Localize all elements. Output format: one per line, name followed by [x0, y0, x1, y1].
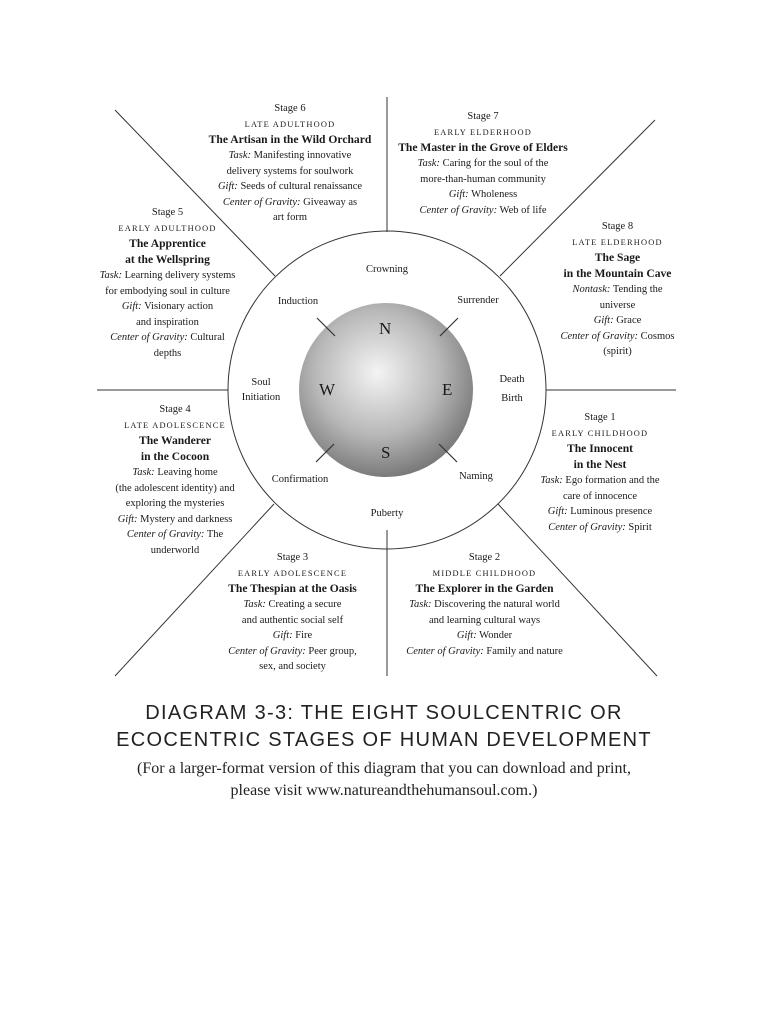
- stage-5-period: EARLY ADULTHOOD: [118, 223, 217, 233]
- stage-3-gift: Gift: Fire: [272, 630, 313, 641]
- stage-2-block: [392, 550, 577, 659]
- stage-6-period: LATE ADULTHOOD: [244, 119, 336, 129]
- stage-2-center-of-gravity: Center of Gravity: Family and nature: [406, 645, 563, 657]
- ring-label-death: Death: [499, 374, 525, 385]
- stage-5-center-of-gravity: Center of Gravity: Cultural depths: [110, 332, 225, 359]
- stage-8-title: The Sage in the Mountain Cave: [563, 251, 672, 280]
- compass-south-letter: S: [381, 443, 391, 462]
- stage-7-task: Task: Caring for the soul of the more-than-human community: [417, 158, 549, 185]
- stage-2-period: MIDDLE CHILDHOOD: [432, 568, 537, 578]
- stage-3-task: Task: Creating a secure and authentic social self: [241, 599, 344, 626]
- compass-west-letter: W: [319, 380, 336, 399]
- stage-1-period: EARLY CHILDHOOD: [551, 428, 649, 438]
- stage-1-gift: Gift: Luminous presence: [547, 506, 653, 517]
- ring-label-crowning: Crowning: [366, 264, 408, 275]
- stage-1-center-of-gravity: Center of Gravity: Spirit: [548, 521, 652, 533]
- compass-north-letter: N: [379, 319, 392, 338]
- stage-1-task: Task: Ego formation and the care of innocence: [540, 475, 660, 502]
- compass-east-letter: E: [442, 380, 453, 399]
- stage-8-block: [535, 219, 700, 360]
- stage-4-title: The Wanderer in the Cocoon: [138, 434, 212, 463]
- stage-4-center-of-gravity: Center of Gravity: The underworld: [126, 529, 224, 556]
- stage-7-title: The Master in the Grove of Elders: [398, 141, 568, 154]
- stage-5-title: The Apprentice at the Wellspring: [125, 237, 210, 266]
- stage-2-number: Stage 2: [468, 552, 501, 563]
- ring-label-surrender: Surrender: [457, 295, 499, 306]
- stage-4-block: [95, 402, 255, 558]
- ring-label-birth: Birth: [501, 393, 523, 404]
- stage-2-gift: Gift: Wonder: [456, 630, 513, 641]
- ring-label-confirmation: Confirmation: [271, 474, 329, 485]
- stage-5-gift: Gift: Visionary action and inspiration: [121, 301, 214, 328]
- diagram-caption-title: DIAGRAM 3-3: THE EIGHT SOULCENTRIC OR ECOCENTRIC STAGES OF HUMAN DEVELOPMENT: [116, 702, 652, 751]
- stage-1-number: Stage 1: [584, 412, 616, 423]
- stage-5-task: Task: Learning delivery systems for embodying soul in culture: [99, 270, 236, 297]
- stage-4-task: Task: Leaving home (the adolescent identity) and exploring the mysteries: [115, 467, 235, 509]
- diagram-caption-note: (For a larger-format version of this diagram that you can download and print, please visit www.natureandthehumansoul.com.): [137, 760, 631, 799]
- stage-4-number: Stage 4: [159, 404, 191, 415]
- ring-label-soul-initiation: Soul Initiation: [241, 377, 281, 403]
- ring-label-naming: Naming: [459, 471, 493, 482]
- stage-6-center-of-gravity: Center of Gravity: Giveaway as art form: [222, 196, 358, 223]
- stage-8-gift: Gift: Grace: [593, 315, 642, 326]
- stage-7-gift: Gift: Wholeness: [448, 189, 518, 200]
- stage-7-center-of-gravity: Center of Gravity: Web of life: [419, 204, 547, 216]
- stage-6-gift: Gift: Seeds of cultural renaissance: [217, 181, 363, 192]
- ring-label-induction: Induction: [277, 296, 319, 307]
- stage-8-center-of-gravity: Center of Gravity: Cosmos (spirit): [560, 330, 675, 357]
- stage-7-number: Stage 7: [467, 111, 499, 122]
- stage-6-task: Task: Manifesting innovative delivery systems for soulwork: [226, 150, 354, 177]
- stage-4-period: LATE ADOLESCENCE: [124, 420, 226, 430]
- stage-8-task: Nontask: Tending the universe: [572, 284, 663, 311]
- stage-3-period: EARLY ADOLESCENCE: [237, 568, 348, 578]
- ring-label-puberty: Puberty: [370, 508, 404, 519]
- stage-4-gift: Gift: Mystery and darkness: [117, 513, 233, 525]
- stage-3-number: Stage 3: [276, 552, 309, 563]
- stage-8-period: LATE ELDERHOOD: [572, 237, 663, 247]
- stage-3-center-of-gravity: Center of Gravity: Peer group, sex, and society: [228, 645, 357, 672]
- stage-7-block: [383, 109, 583, 218]
- stage-1-block: [520, 410, 680, 535]
- stage-2-task: Task: Discovering the natural world and learning cultural ways: [409, 599, 560, 626]
- stage-3-block: [205, 550, 380, 675]
- stage-2-title: The Explorer in the Garden: [415, 582, 554, 595]
- stage-5-block: [85, 205, 250, 361]
- stage-5-number: Stage 5: [151, 207, 184, 218]
- stage-6-number: Stage 6: [274, 103, 306, 114]
- stage-3-title: The Thespian at the Oasis: [228, 582, 357, 595]
- stage-8-number: Stage 8: [601, 221, 634, 232]
- stage-1-title: The Innocent in the Nest: [566, 442, 634, 471]
- stage-6-title: The Artisan in the Wild Orchard: [208, 133, 372, 146]
- stage-7-period: EARLY ELDERHOOD: [433, 127, 533, 137]
